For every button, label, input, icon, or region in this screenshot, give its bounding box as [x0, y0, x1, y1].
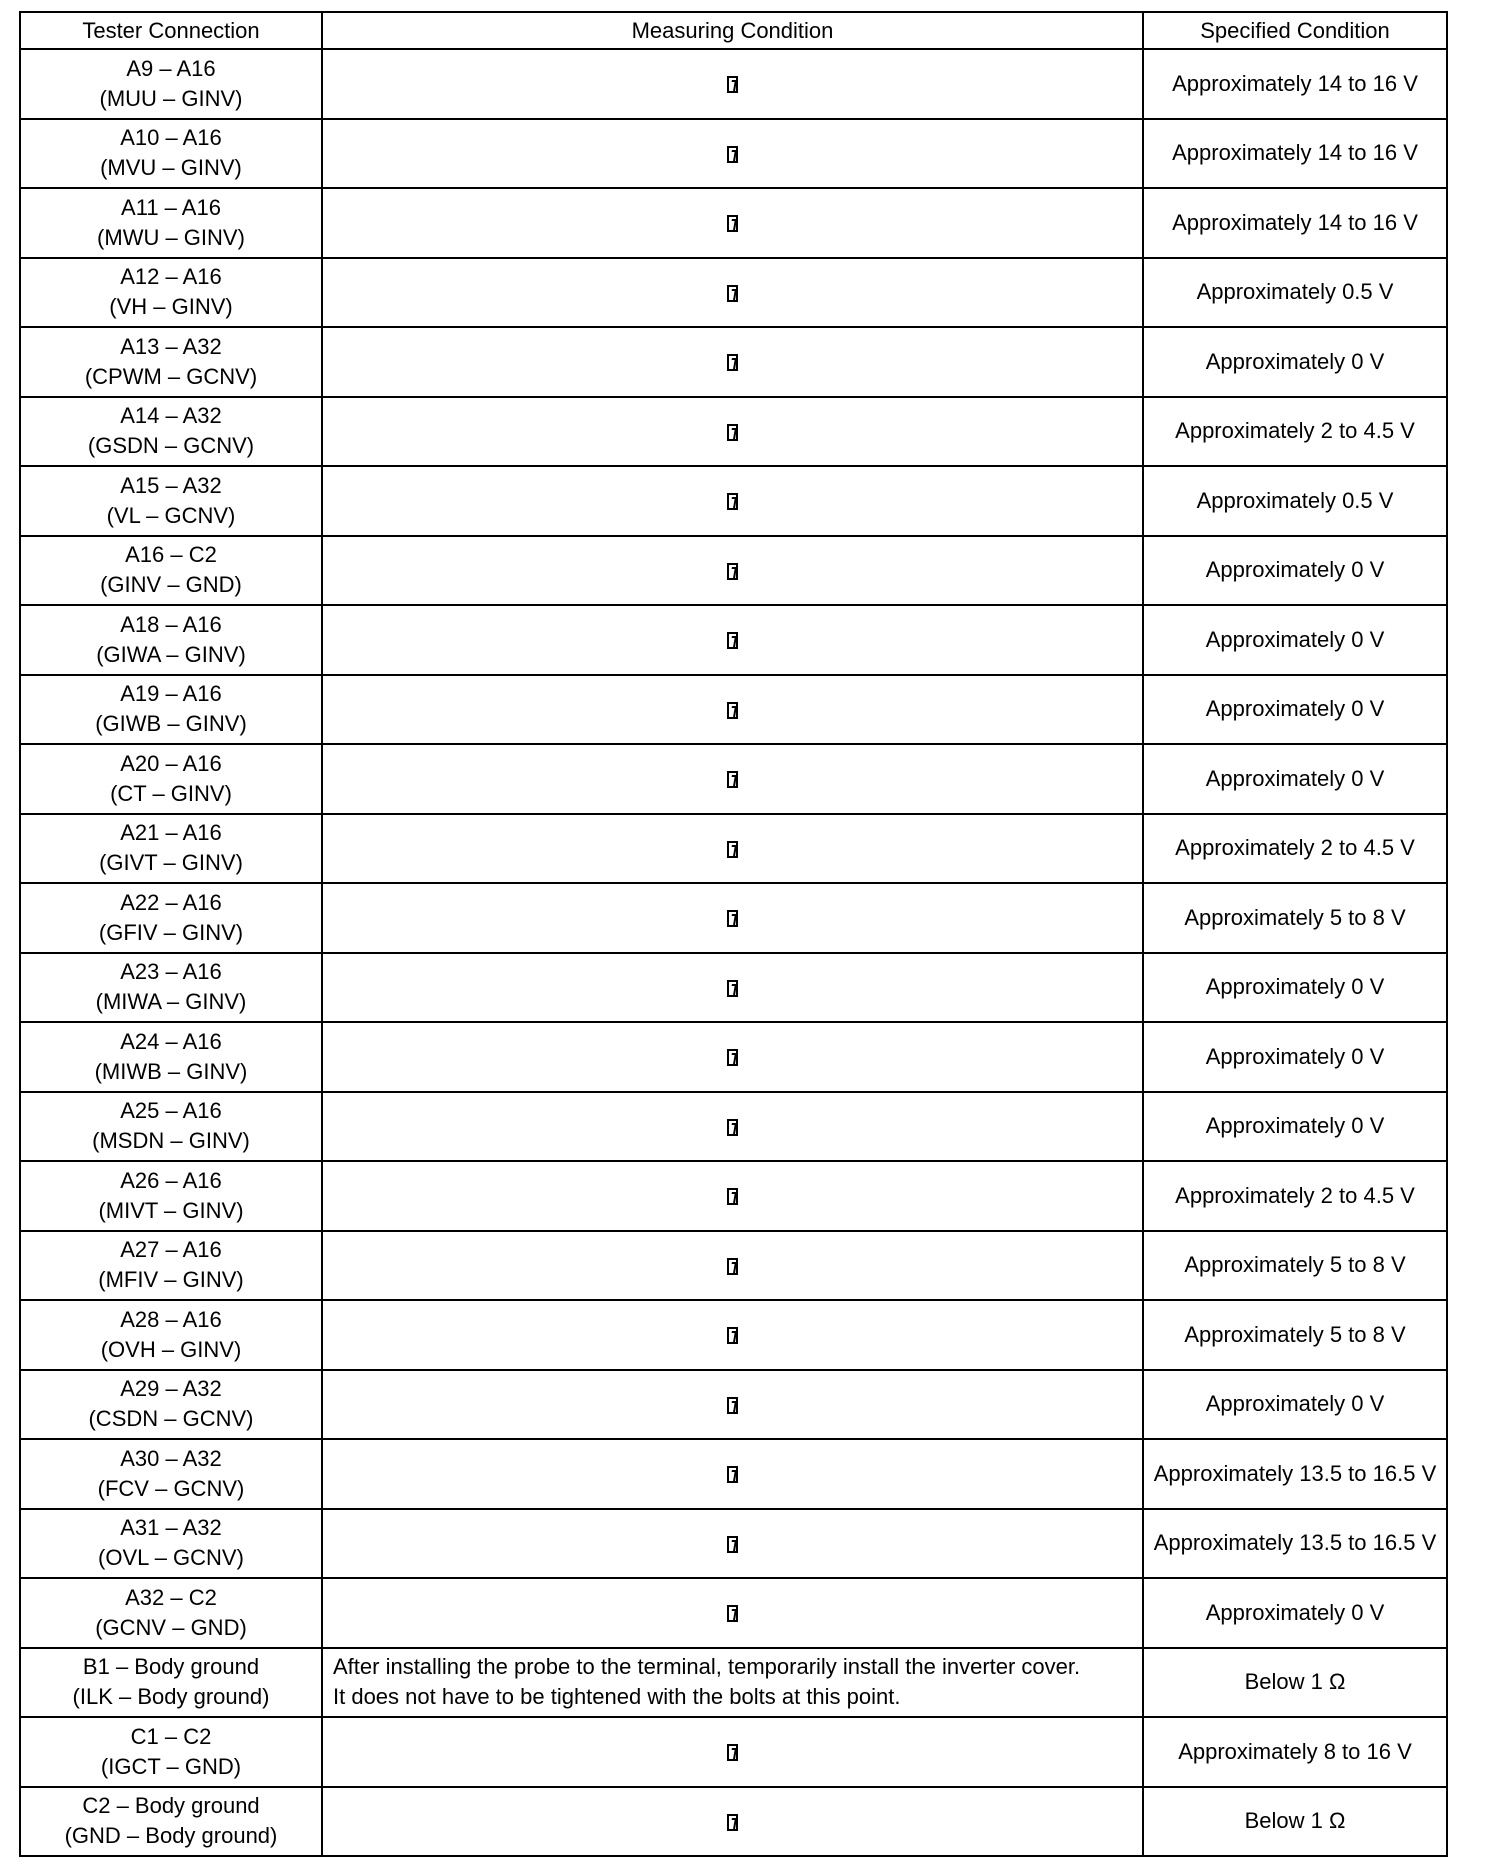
- signal-pair: (GCNV – GND): [95, 1614, 247, 1640]
- specified-condition-cell: [1143, 1509, 1447, 1579]
- specified-value: Approximately 5 to 8 V: [1184, 904, 1406, 930]
- tester-connection-cell: [20, 1439, 322, 1509]
- tester-connection-cell: [20, 1648, 322, 1718]
- missing-glyph-icon: [727, 146, 738, 163]
- terminal-pair: A10 – A16: [120, 125, 222, 151]
- tester-connection-cell: [20, 466, 322, 536]
- measuring-condition-cell: [322, 119, 1143, 189]
- specified-value: Approximately 0 V: [1205, 1043, 1385, 1069]
- specification-table: [19, 11, 1448, 1857]
- table-row: [20, 1370, 1447, 1440]
- missing-glyph-icon: [727, 424, 738, 441]
- signal-pair: (MSDN – GINV): [92, 1128, 250, 1154]
- specified-value: Approximately 14 to 16 V: [1172, 209, 1418, 235]
- terminal-pair: A27 – A16: [120, 1237, 222, 1263]
- tester-connection-cell: [20, 605, 322, 675]
- specified-condition-cell: [1143, 536, 1447, 606]
- table-row: [20, 1509, 1447, 1579]
- specified-condition-cell: [1143, 1300, 1447, 1370]
- terminal-pair: A15 – A32: [120, 472, 222, 498]
- terminal-pair: A18 – A16: [120, 611, 222, 637]
- specified-condition-cell: [1143, 605, 1447, 675]
- measuring-condition-cell: [322, 397, 1143, 467]
- specified-condition-cell: [1143, 1648, 1447, 1718]
- measuring-condition-cell: [322, 1092, 1143, 1162]
- specified-value: Below 1 Ω: [1244, 1669, 1346, 1695]
- measuring-condition-cell: [322, 675, 1143, 745]
- terminal-pair: A13 – A32: [120, 333, 222, 359]
- terminal-pair: A29 – A32: [120, 1376, 222, 1402]
- tester-connection-cell: [20, 814, 322, 884]
- tester-connection-cell: [20, 49, 322, 119]
- missing-glyph-icon: [727, 563, 738, 580]
- measuring-condition-cell: [322, 744, 1143, 814]
- signal-pair: (VH – GINV): [109, 294, 233, 320]
- tester-connection-cell: [20, 1787, 322, 1857]
- missing-glyph-icon: [727, 1466, 738, 1483]
- signal-pair: (ILK – Body ground): [72, 1684, 270, 1710]
- specified-value: Approximately 14 to 16 V: [1172, 70, 1418, 96]
- specified-condition-cell: [1143, 49, 1447, 119]
- terminal-pair: A24 – A16: [120, 1028, 222, 1054]
- missing-glyph-icon: [727, 493, 738, 510]
- header-specified-condition: Specified Condition: [1143, 12, 1447, 49]
- missing-glyph-icon: [727, 76, 738, 93]
- missing-glyph-icon: [727, 1327, 738, 1344]
- terminal-pair: A20 – A16: [120, 750, 222, 776]
- specified-value: Approximately 5 to 8 V: [1184, 1252, 1406, 1278]
- table-row: [20, 119, 1447, 189]
- specified-value: Approximately 0 V: [1205, 557, 1385, 583]
- condition-text-line: It does not have to be tightened with the bolts at this point.: [333, 1684, 901, 1710]
- measuring-condition-cell: [322, 49, 1143, 119]
- tester-connection-cell: [20, 1300, 322, 1370]
- tester-connection-cell: [20, 1231, 322, 1301]
- header-row: [20, 12, 1447, 49]
- signal-pair: (GIWA – GINV): [96, 641, 246, 667]
- table-row: [20, 675, 1447, 745]
- terminal-pair: A14 – A32: [120, 403, 222, 429]
- signal-pair: (GND – Body ground): [64, 1823, 278, 1849]
- measuring-condition-cell: [322, 605, 1143, 675]
- specified-condition-cell: [1143, 397, 1447, 467]
- measuring-condition-cell: [322, 1231, 1143, 1301]
- table-row: [20, 883, 1447, 953]
- specified-value: Approximately 5 to 8 V: [1184, 1321, 1406, 1347]
- terminal-pair: A21 – A16: [120, 820, 222, 846]
- table-row: [20, 1787, 1447, 1857]
- specified-condition-cell: [1143, 744, 1447, 814]
- signal-pair: (MVU – GINV): [100, 155, 242, 181]
- specified-value: Approximately 2 to 4.5 V: [1175, 418, 1415, 444]
- measuring-condition-cell: [322, 953, 1143, 1023]
- missing-glyph-icon: [727, 1188, 738, 1205]
- signal-pair: (GINV – GND): [100, 572, 242, 598]
- table-row: [20, 1022, 1447, 1092]
- terminal-pair: A26 – A16: [120, 1167, 222, 1193]
- table-row: [20, 1439, 1447, 1509]
- measuring-condition-cell: [322, 1161, 1143, 1231]
- missing-glyph-icon: [727, 1744, 738, 1761]
- signal-pair: (OVH – GINV): [100, 1336, 242, 1362]
- missing-glyph-icon: [727, 354, 738, 371]
- signal-pair: (MIWB – GINV): [94, 1058, 248, 1084]
- specified-condition-cell: [1143, 119, 1447, 189]
- missing-glyph-icon: [727, 910, 738, 927]
- signal-pair: (MUU – GINV): [99, 85, 243, 111]
- tester-connection-cell: [20, 1022, 322, 1092]
- missing-glyph-icon: [727, 1258, 738, 1275]
- table-row: [20, 397, 1447, 467]
- tester-connection-cell: [20, 1578, 322, 1648]
- measuring-condition-cell: [322, 883, 1143, 953]
- specified-value: Approximately 0 V: [1205, 696, 1385, 722]
- missing-glyph-icon: [727, 215, 738, 232]
- specified-condition-cell: [1143, 1231, 1447, 1301]
- specified-value: Approximately 0 V: [1205, 348, 1385, 374]
- measuring-condition-cell: [322, 1509, 1143, 1579]
- signal-pair: (MWU – GINV): [97, 224, 245, 250]
- specified-condition-cell: [1143, 814, 1447, 884]
- terminal-pair: A9 – A16: [126, 55, 216, 81]
- table-row: [20, 1300, 1447, 1370]
- specified-value: Approximately 2 to 4.5 V: [1175, 835, 1415, 861]
- measuring-condition-cell: [322, 814, 1143, 884]
- specified-value: Approximately 0 V: [1205, 765, 1385, 791]
- missing-glyph-icon: [727, 980, 738, 997]
- measuring-condition-cell: [322, 1578, 1143, 1648]
- measuring-condition-cell: [322, 258, 1143, 328]
- tester-connection-cell: [20, 258, 322, 328]
- specified-value: Approximately 0 V: [1205, 1113, 1385, 1139]
- header-measuring-condition: Measuring Condition: [322, 12, 1143, 49]
- measuring-condition-cell: [322, 466, 1143, 536]
- table-row: [20, 1092, 1447, 1162]
- tester-connection-cell: [20, 119, 322, 189]
- tester-connection-cell: [20, 1092, 322, 1162]
- specified-value: Below 1 Ω: [1244, 1808, 1346, 1834]
- terminal-pair: A19 – A16: [120, 681, 222, 707]
- terminal-pair: A25 – A16: [120, 1098, 222, 1124]
- measuring-condition-cell: [322, 1787, 1143, 1857]
- measuring-condition-cell: [322, 1300, 1143, 1370]
- table-row: [20, 1161, 1447, 1231]
- specified-value: Approximately 14 to 16 V: [1172, 140, 1418, 166]
- measuring-condition-cell: [322, 1022, 1143, 1092]
- measuring-condition-cell: [322, 1648, 1143, 1718]
- specified-condition-cell: [1143, 1092, 1447, 1162]
- specified-value: Approximately 0 V: [1205, 974, 1385, 1000]
- missing-glyph-icon: [727, 285, 738, 302]
- terminal-pair: A11 – A16: [121, 194, 221, 220]
- terminal-pair: C1 – C2: [130, 1723, 212, 1749]
- signal-pair: (VL – GCNV): [106, 502, 236, 528]
- terminal-pair: A23 – A16: [120, 959, 222, 985]
- measuring-condition-cell: [322, 1439, 1143, 1509]
- specified-condition-cell: [1143, 675, 1447, 745]
- specified-value: Approximately 0 V: [1205, 1599, 1385, 1625]
- table-row: [20, 188, 1447, 258]
- measuring-condition-cell: [322, 536, 1143, 606]
- measuring-condition-cell: [322, 327, 1143, 397]
- signal-pair: (GFIV – GINV): [98, 919, 244, 945]
- table-row: [20, 605, 1447, 675]
- signal-pair: (GIWB – GINV): [95, 711, 247, 737]
- signal-pair: (MIWA – GINV): [95, 989, 247, 1015]
- missing-glyph-icon: [727, 1605, 738, 1622]
- terminal-pair: A22 – A16: [120, 889, 222, 915]
- terminal-pair: A31 – A32: [120, 1515, 222, 1541]
- tester-connection-cell: [20, 744, 322, 814]
- signal-pair: (IGCT – GND): [100, 1753, 242, 1779]
- table-row: [20, 814, 1447, 884]
- specified-condition-cell: [1143, 1439, 1447, 1509]
- missing-glyph-icon: [727, 1536, 738, 1553]
- table-row: [20, 258, 1447, 328]
- specified-value: Approximately 8 to 16 V: [1178, 1738, 1412, 1764]
- table-row: [20, 466, 1447, 536]
- table-row: [20, 1231, 1447, 1301]
- measuring-condition-cell: [322, 188, 1143, 258]
- specified-condition-cell: [1143, 1717, 1447, 1787]
- specified-value: Approximately 13.5 to 16.5 V: [1153, 1530, 1437, 1556]
- missing-glyph-icon: [727, 1397, 738, 1414]
- specified-condition-cell: [1143, 1161, 1447, 1231]
- missing-glyph-icon: [727, 632, 738, 649]
- specified-condition-cell: [1143, 258, 1447, 328]
- specified-value: Approximately 0 V: [1205, 1391, 1385, 1417]
- terminal-pair: A16 – C2: [125, 542, 217, 568]
- tester-connection-cell: [20, 883, 322, 953]
- table-row: [20, 953, 1447, 1023]
- table-row: [20, 1578, 1447, 1648]
- terminal-pair: C2 – Body ground: [82, 1793, 260, 1819]
- specified-condition-cell: [1143, 1370, 1447, 1440]
- specified-condition-cell: [1143, 953, 1447, 1023]
- header-tester-connection: Tester Connection: [20, 12, 322, 49]
- table-row: [20, 1717, 1447, 1787]
- specified-value: Approximately 13.5 to 16.5 V: [1153, 1460, 1437, 1486]
- missing-glyph-icon: [727, 1049, 738, 1066]
- specified-condition-cell: [1143, 466, 1447, 536]
- specified-condition-cell: [1143, 883, 1447, 953]
- specified-condition-cell: [1143, 1787, 1447, 1857]
- signal-pair: (GSDN – GCNV): [87, 433, 255, 459]
- missing-glyph-icon: [727, 1814, 738, 1831]
- tester-connection-cell: [20, 1370, 322, 1440]
- tester-connection-cell: [20, 1161, 322, 1231]
- signal-pair: (CPWM – GCNV): [84, 363, 258, 389]
- table-row: [20, 49, 1447, 119]
- signal-pair: (MFIV – GINV): [98, 1267, 244, 1293]
- signal-pair: (CT – GINV): [110, 780, 232, 806]
- tester-connection-cell: [20, 953, 322, 1023]
- table-row: [20, 327, 1447, 397]
- signal-pair: (OVL – GCNV): [98, 1545, 244, 1571]
- specified-condition-cell: [1143, 327, 1447, 397]
- condition-text-line: After installing the probe to the terminal, temporarily install the inverter cover.: [333, 1654, 1081, 1680]
- terminal-pair: A30 – A32: [120, 1445, 222, 1471]
- table-row: [20, 744, 1447, 814]
- measuring-condition-cell: [322, 1370, 1143, 1440]
- tester-connection-cell: [20, 536, 322, 606]
- tester-connection-cell: [20, 188, 322, 258]
- missing-glyph-icon: [727, 771, 738, 788]
- missing-glyph-icon: [727, 702, 738, 719]
- specified-value: Approximately 0.5 V: [1196, 279, 1394, 305]
- missing-glyph-icon: [727, 841, 738, 858]
- signal-pair: (GIVT – GINV): [99, 850, 243, 876]
- tester-connection-cell: [20, 1717, 322, 1787]
- terminal-pair: B1 – Body ground: [82, 1654, 260, 1680]
- specified-value: Approximately 2 to 4.5 V: [1175, 1182, 1415, 1208]
- tester-connection-cell: [20, 397, 322, 467]
- specified-condition-cell: [1143, 1578, 1447, 1648]
- terminal-pair: A32 – C2: [125, 1584, 217, 1610]
- specified-value: Approximately 0.5 V: [1196, 487, 1394, 513]
- specified-condition-cell: [1143, 188, 1447, 258]
- table-row: [20, 1648, 1447, 1718]
- missing-glyph-icon: [727, 1119, 738, 1136]
- tester-connection-cell: [20, 675, 322, 745]
- measuring-condition-cell: [322, 1717, 1143, 1787]
- signal-pair: (CSDN – GCNV): [88, 1406, 254, 1432]
- terminal-pair: A28 – A16: [120, 1306, 222, 1332]
- signal-pair: (MIVT – GINV): [98, 1197, 244, 1223]
- specified-condition-cell: [1143, 1022, 1447, 1092]
- tester-connection-cell: [20, 327, 322, 397]
- terminal-pair: A12 – A16: [120, 264, 222, 290]
- signal-pair: (FCV – GCNV): [97, 1475, 245, 1501]
- specified-value: Approximately 0 V: [1205, 626, 1385, 652]
- table-row: [20, 536, 1447, 606]
- tester-connection-cell: [20, 1509, 322, 1579]
